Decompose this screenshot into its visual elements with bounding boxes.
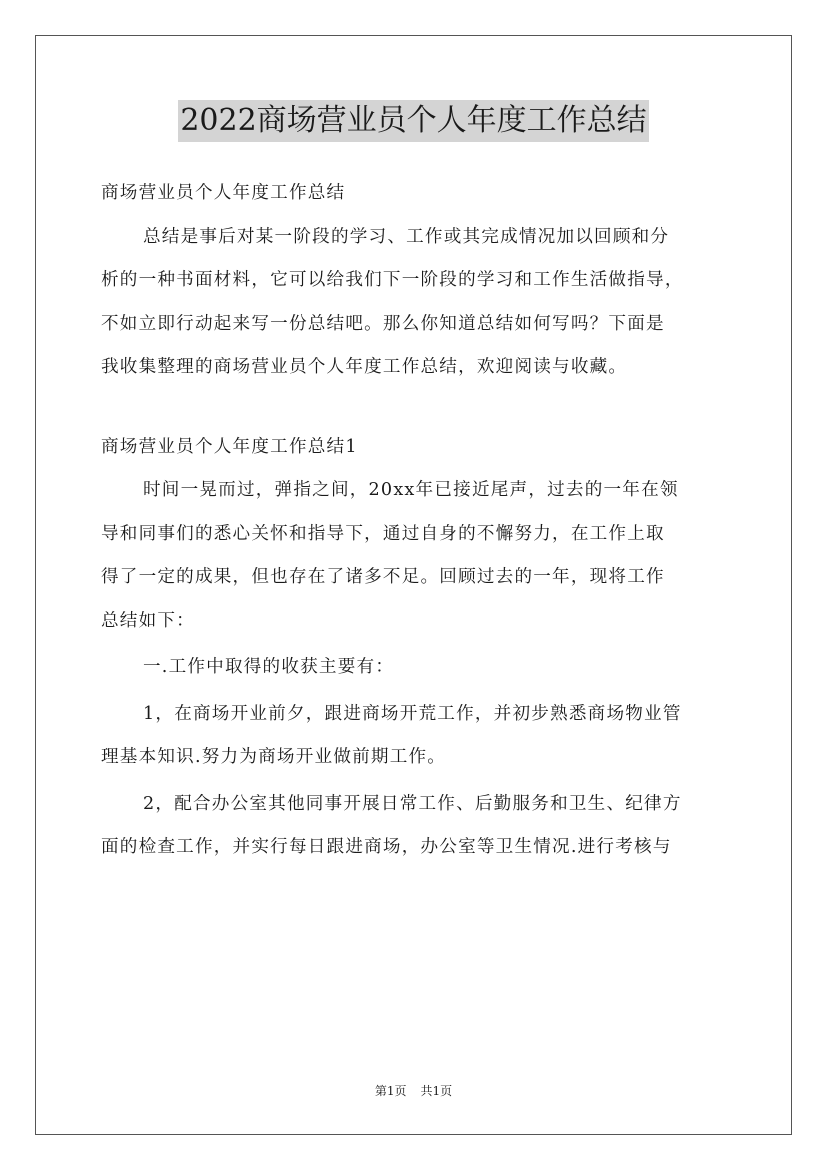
subtitle: 商场营业员个人年度工作总结: [101, 183, 346, 203]
intro-line-4: 我收集整理的商场营业员个人年度工作总结，欢迎阅读与收藏。: [101, 357, 628, 377]
title-container: [0, 100, 827, 142]
page-total: 共1页: [420, 1084, 453, 1098]
para1-line-4: 总结如下：: [101, 610, 195, 631]
item1-line-1: 1，在商场开业前夕，跟进商场开荒工作，并初步熟悉商场物业管: [143, 703, 682, 724]
intro-line-2: 析的一种书面材料，它可以给我们下一阶段的学习和工作生活做指导，: [101, 270, 684, 290]
page-number: 第1页: [374, 1084, 407, 1098]
para1-line-1: 时间一晃而过，弹指之间，20xx年已接近尾声，过去的一年在领: [143, 480, 679, 500]
para1-line-2: 导和同事们的悉心关怀和指导下，通过自身的不懈努力，在工作上取: [101, 523, 665, 544]
intro-line-1: 总结是事后对某一阶段的学习、工作或其完成情况加以回顾和分: [143, 226, 670, 247]
intro-line-3: 不如立即行动起来写一份总结吧。那么你知道总结如何写吗？下面是: [101, 313, 665, 334]
document-body: [101, 176, 741, 866]
item1-line-2: 理基本知识.努力为商场开业做前期工作。: [101, 747, 447, 767]
document-title: 2022商场营业员个人年度工作总结: [178, 100, 648, 142]
item2-line-1: 2，配合办公室其他同事开展日常工作、后勤服务和卫生、纪律方: [143, 793, 682, 814]
para1-line-3: 得了一定的成果，但也存在了诸多不足。回顾过去的一年，现将工作: [101, 567, 665, 587]
item-heading: 一.工作中取得的收获主要有：: [143, 657, 395, 677]
item2-line-2: 面的检查工作，并实行每日跟进商场，办公室等卫生情况.进行考核与: [101, 837, 672, 857]
page-footer: [0, 1083, 827, 1099]
section-heading: 商场营业员个人年度工作总结1: [101, 436, 358, 457]
